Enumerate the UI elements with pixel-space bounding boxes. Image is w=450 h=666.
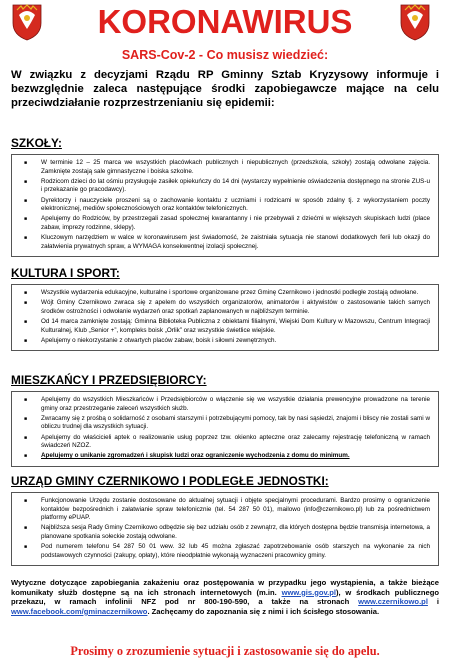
footer-text: ), w środkach publicznego przekazu, w ramach infolinii NFZ pod nr 800-190-590, a także na stronach	[11, 587, 439, 607]
list-item: ■ Kluczowym narzędziem w walce w koronawirusem jest świadomość, że zaistniała sytuacja nie stanowi dodatkowych ferii lub okazji do załatwienia prywatnych spraw, a WYMAGA konsekwentnej izolacji społecznej.	[20, 234, 430, 251]
list-item: ■ Najbliższa sesja Rady Gminy Czernikowo odbędzie się bez udziału osób z zewnątrz, dla których dostępna będzie transmisja internetowa, a planowane spotkania sołeckie zostają odwołane.	[20, 524, 430, 541]
list-item: ■ Zwracamy się z prośbą o solidarność z osobami starszymi i potrzebującymi pomocy, tak by nasi sąsiedzi, znajomi i bliscy nie zostali sami w obliczu trudnej dla wszystkich sytuacji.	[20, 415, 430, 432]
website-link[interactable]: www.czernikowo.pl	[358, 597, 428, 607]
section-culture-sport	[11, 266, 439, 351]
page-subtitle: SARS-Cov-2 - Co musisz wiedzieć:	[121, 48, 329, 62]
page-title: KORONAWIRUS	[97, 3, 353, 40]
list-item: ■ Apelujemy do Rodziców, by przestrzegali zasad społecznej kwarantanny i nie przebywali z dziećmi w większych skupiskach ludzi (place zabaw, imprezy rodzinne, sklepy).	[20, 215, 430, 232]
list-item: ■ Funkcjonowanie Urzędu zostanie dostosowane do aktualnej sytuacji i objęte specjalnymi procedurami. Bardzo prosimy o ograniczenie kontaktów bezpośrednich i załatwianie spraw telefonicznie (tel. 54 287 50 01), mailowo (info@czernikowo.pl) lub za pośrednictwem platformy ePUAP.	[20, 497, 430, 523]
section-box	[11, 284, 439, 351]
footer-text: i	[436, 597, 439, 607]
list-item-emphasis: ■ Apelujemy o unikanie zgromadzeń i skupisk ludzi oraz ograniczenie wychodzenia z domu do minimum.	[20, 452, 430, 461]
section-residents-business	[11, 373, 439, 467]
list-item: ■ Wójt Gminy Czernikowo zwraca się z apelem do wszystkich organizatorów, animatorów i aktywistów o zastosowanie takich samych środków ostrożności i odwołanie wydarzeń oraz spotkań zaplanowanych w najbliższym terminie.	[20, 299, 430, 316]
footer-text: . Zachęcamy do zapoznania się z nimi i ich ścisłego stosowania.	[147, 606, 380, 616]
list-item: ■ Od 14 marca zamknięte zostają: Gminna Biblioteka Publiczna z obiektami filialnymi, Wiejski Dom Kultury w Mazowszu, Centrum Integracji Kulturalnej, Klub „Senior +”, kompleks boisk „Orlik” oraz wszystkie świetlice wiejskie.	[20, 318, 430, 335]
list-item: ■ Apelujemy do właścicieli aptek o realizowanie usług poprzez tzw. okienko apteczne oraz zalecamy rejestrację telefoniczną w ramach świadczeń NZOZ.	[20, 434, 430, 451]
section-municipal-office	[11, 474, 439, 566]
section-title: MIESZKAŃCY I PRZEDSIĘBIORCY:	[11, 373, 207, 387]
gis-link[interactable]: www.gis.gov.pl	[281, 587, 336, 597]
section-box	[11, 492, 439, 566]
intro-paragraph: W związku z decyzjami Rządu RP Gminny Sztab Kryzysowy informuje i bezwzględnie zaleca następujące środki zapobiegawcze mające na celu przeciwdziałanie rozprzestrzenianiu się epidemii:	[11, 69, 439, 109]
list-item: ■ Dyrektorzy i nauczyciele proszeni są o zachowanie kontaktu z uczniami i rodzicami w sposób zdalny tj. z wykorzystaniem poczty elektronicznej, mediów społecznościowych oraz kontaktów telefonicznych.	[20, 197, 430, 214]
section-title: KULTURA I SPORT:	[11, 266, 120, 280]
list-item: ■ Wszystkie wydarzenia edukacyjne, kulturalne i sportowe organizowane przez Gminę Czernikowo i jednostki podległe zostają odwołane.	[20, 289, 430, 298]
section-schools	[11, 136, 439, 257]
list-item: ■ Apelujemy o niekorzystanie z otwartych placów zabaw, boisk i siłowni zewnętrznych.	[20, 337, 430, 346]
section-box	[11, 154, 439, 257]
closing-appeal: Prosimy o zrozumienie sytuacji i zastosowanie się do apelu.	[70, 644, 380, 658]
list-item: ■ W terminie 12 – 25 marca we wszystkich placówkach publicznych i niepublicznych (przedszkola, szkoły) zostają odwołane zajęcia. Zamknięte zostają sale gimnastyczne i boiska szkolne.	[20, 159, 430, 176]
footer-text: Wytyczne dotyczące zapobiegania zakażeniu oraz postępowania w przypadku jego wystąpienia, a także bieżące komunikaty służb dostępne są na ich stronach internetowych (m.in.	[11, 578, 439, 597]
list-item: ■ Pod numerem telefonu 54 287 50 01 wew. 32 lub 45 można zgłaszać zapotrzebowanie osób starszych na wykonanie za nich podstawowych czynności (zakupy, opłaty), które nieodpłatnie wykonają wyznaczeni pracownicy gminy.	[20, 543, 430, 560]
list-item: ■ Apelujemy do wszystkich Mieszkańców i Przedsiębiorców o włączenie się we wszystkie działania prewencyjne prowadzone na terenie gminy oraz przestrzeganie zaleceń wszystkich służb.	[20, 396, 430, 413]
list-item: ■ Rodzicom dzieci do lat ośmiu przysługuje zasiłek opiekuńczy do 14 dni (wystarczy wypełnienie oświadczenia dostępnego na stronie ZUS-u i przekazanie go pracodawcy).	[20, 178, 430, 195]
facebook-link[interactable]: www.facebook.com/gminaczernikowo	[11, 606, 148, 616]
section-title: URZĄD GMINY CZERNIKOWO I PODLEGŁE JEDNOSTKI:	[11, 474, 329, 488]
footer-paragraph	[11, 578, 439, 616]
section-box	[11, 391, 439, 467]
section-title: SZKOŁY:	[11, 136, 62, 150]
